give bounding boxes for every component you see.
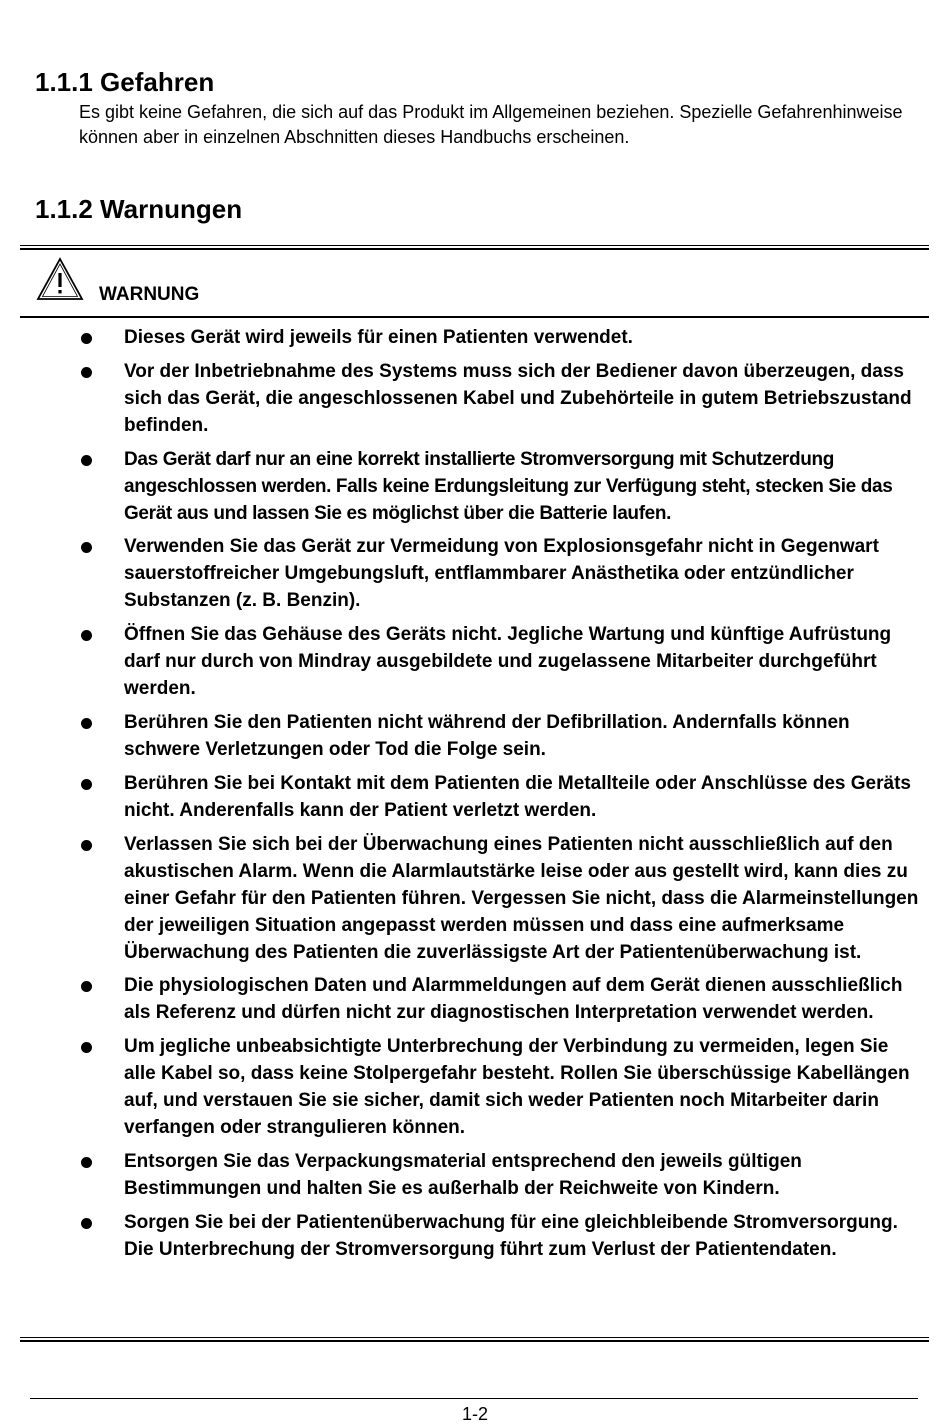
bullet-icon	[81, 630, 92, 641]
warning-item-text: Das Gerät darf nur an eine korrekt installierte Stromversorgung mit Schutzerdung angeschlossen werden. Falls keine Erdungsleitung zur Verfügung steht, stecken Sie das Gerät aus und lassen Sie es möglichst über die Batterie laufen.	[124, 448, 893, 524]
warning-item	[0, 1033, 950, 1141]
warning-triangle-icon	[35, 256, 85, 302]
bullet-icon	[81, 367, 92, 378]
warning-item-text: Um jegliche unbeabsichtigte Unterbrechung der Verbindung zu vermeiden, legen Sie alle Kabel so, dass keine Stolpergefahr besteht. Rollen Sie überschüssige Kabellängen auf, und verstauen Sie sie sicher, damit sich weder Patienten noch Mitarbeiter darin verfangen oder strangulieren können.	[124, 1036, 910, 1139]
bullet-icon	[81, 840, 92, 851]
warning-item-text: Berühren Sie den Patienten nicht während der Defibrillation. Andernfalls können schwere Verletzungen oder Tod die Folge sein.	[124, 711, 850, 760]
bullet-icon	[81, 718, 92, 729]
warning-item-text: Die physiologischen Daten und Alarmmeldungen auf dem Gerät dienen ausschließlich als Referenz und dürfen nicht zur diagnostischen Interpretation verwendet werden.	[124, 975, 903, 1024]
warning-item	[0, 709, 950, 763]
bullet-icon	[81, 1157, 92, 1168]
bullet-icon	[81, 455, 92, 466]
warning-item-text: Sorgen Sie bei der Patientenüberwachung für eine gleichbleibende Stromversorgung. Die Unterbrechung der Stromversorgung führt zum Verlust der Patientendaten.	[124, 1211, 898, 1260]
warning-item	[0, 324, 950, 351]
warning-item	[0, 358, 950, 439]
section-body-gefahren: Es gibt keine Gefahren, die sich auf das Produkt im Allgemeinen beziehen. Spezielle Gefahrenhinweise können aber in einzelnen Abschnitten dieses Handbuchs erscheinen.	[79, 102, 903, 147]
warning-item-text: Entsorgen Sie das Verpackungsmaterial entsprechend den jeweils gültigen Bestimmungen und halten Sie es außerhalb der Reichweite von Kindern.	[124, 1150, 802, 1199]
warning-box-bottom-rule	[20, 1337, 929, 1342]
warning-list	[0, 324, 950, 1270]
warning-item	[0, 972, 950, 1026]
warning-item	[0, 533, 950, 614]
bullet-icon	[81, 1218, 92, 1229]
bullet-icon	[81, 542, 92, 553]
section-heading-warnungen: 1.1.2 Warnungen	[35, 194, 243, 224]
warning-item	[0, 1209, 950, 1263]
bullet-icon	[81, 333, 92, 344]
warning-item-text: Dieses Gerät wird jeweils für einen Patienten verwendet.	[124, 327, 633, 348]
warning-item-text: Verlassen Sie sich bei der Überwachung eines Patienten nicht ausschließlich auf den akustischen Alarm. Wenn die Alarmlautstärke leise oder aus gestellt wird, kann dies zu einer Gefahr für den Patienten führen. Vergessen Sie nicht, dass die Alarmeinstellungen der jeweiligen Situation angepasst werden müssen und dass eine aufmerksame Überwachung des Patienten die zuverlässigste Art der Patientenüberwachung ist.	[124, 833, 919, 963]
section-heading-gefahren: 1.1.1 Gefahren	[35, 67, 215, 97]
warning-item-text: Verwenden Sie das Gerät zur Vermeidung von Explosionsgefahr nicht in Gegenwart sauerstoffreicher Umgebungsluft, entflammbarer Anästhetika oder entzündlicher Substanzen (z. B. Benzin).	[124, 536, 879, 612]
warning-item-text: Berühren Sie bei Kontakt mit dem Patienten die Metallteile oder Anschlüsse des Geräts nicht. Anderenfalls kann der Patient verletzt werden.	[124, 772, 911, 821]
warning-item	[0, 621, 950, 702]
warning-header-rule	[20, 316, 929, 318]
warning-item	[0, 831, 950, 966]
bullet-icon	[81, 981, 92, 992]
footer-rule	[30, 1398, 918, 1399]
warning-box-top-rule	[20, 245, 929, 250]
warning-item	[0, 1148, 950, 1202]
warning-item-text: Öffnen Sie das Gehäuse des Geräts nicht. Jegliche Wartung und künftige Aufrüstung darf nur durch von Mindray ausgebildete und zugelassene Mitarbeiter durchgeführt werden.	[124, 624, 892, 700]
warning-item	[0, 446, 950, 527]
warning-item	[0, 770, 950, 824]
bullet-icon	[81, 779, 92, 790]
warning-item-text: Vor der Inbetriebnahme des Systems muss sich der Bediener davon überzeugen, dass sich das Gerät, die angeschlossenen Kabel und Zubehörteile in gutem Betriebszustand befinden.	[124, 360, 912, 436]
warning-label: WARNUNG	[99, 284, 200, 305]
bullet-icon	[81, 1042, 92, 1053]
page-number: 1-2	[461, 1404, 488, 1424]
